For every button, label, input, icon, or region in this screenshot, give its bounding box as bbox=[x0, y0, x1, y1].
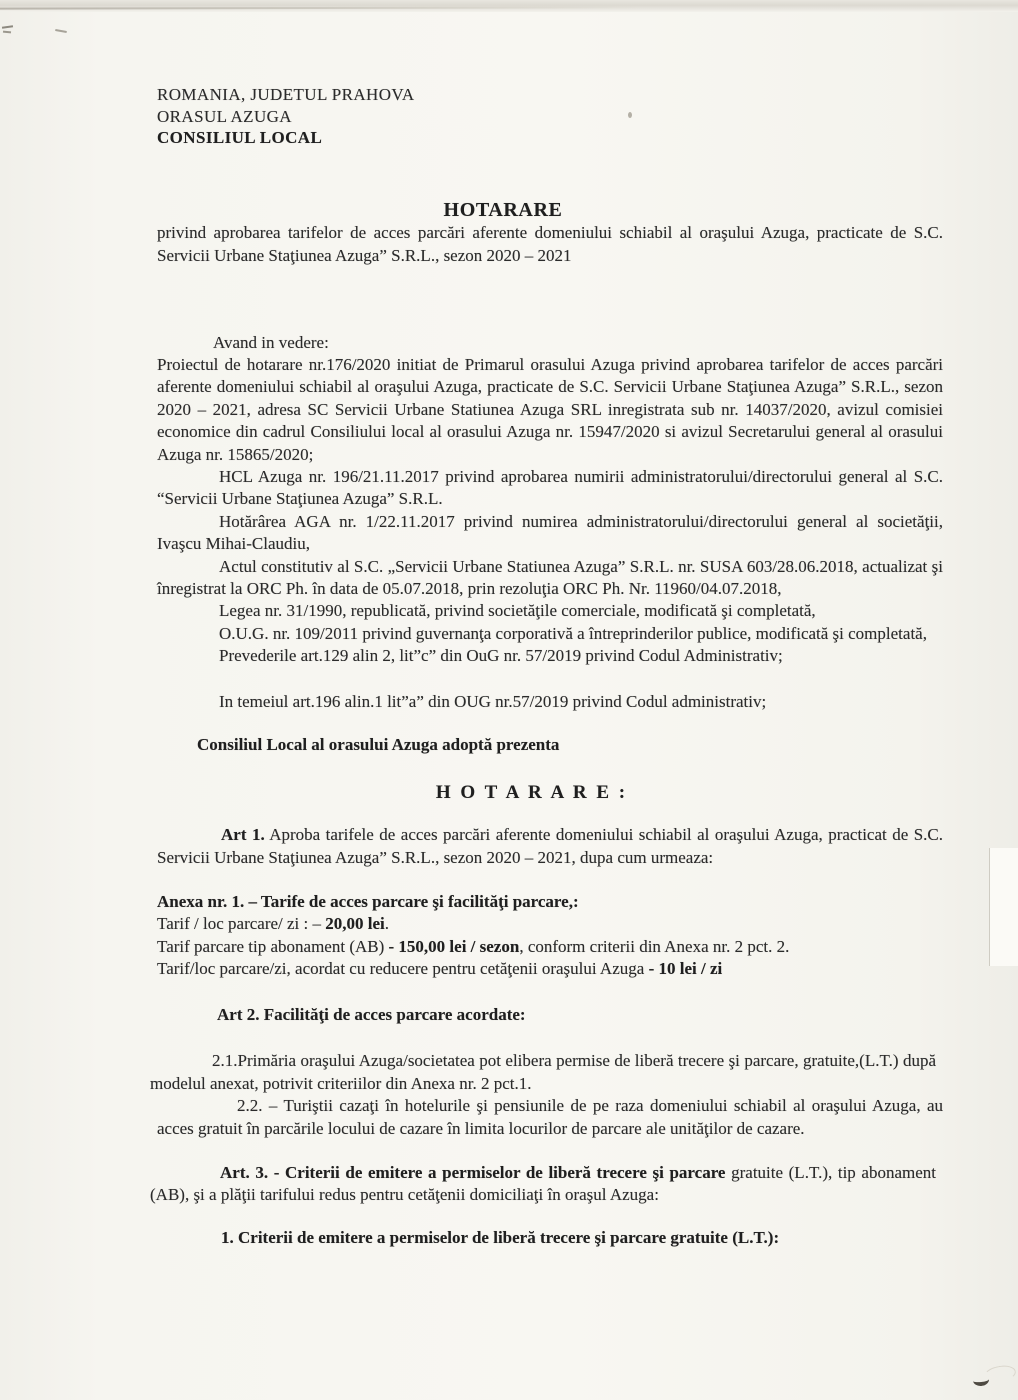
tariff-pre: Tarif parcare tip abonament (AB) bbox=[157, 936, 389, 956]
decision-heading: H O T A R A R E : bbox=[435, 782, 627, 804]
annex-1-heading: Anexa nr. 1. – Tarife de acces parcare şi facilităţi parcare,: bbox=[157, 892, 579, 912]
tariff-line-reduced bbox=[157, 958, 943, 981]
decision-subtitle: privind aprobarea tarifelor de acces parcări aferente domeniului schiabil al oraşului Azuga, practicate de S.C. Servicii Urbane Staţiunea Azuga” S.R.L., sezon 2020 – 2021 bbox=[157, 222, 943, 265]
preamble-item-aga: Hotărârea AGA nr. 1/22.11.2017 privind numirea administratorului/directorului general al societăţii, Ivaşcu Mihai-Claudiu, bbox=[157, 511, 943, 554]
preamble-item-project: Proiectul de hotarare nr.176/2020 initiat de Primarul orasului Azuga privind aprobarea tarifelor de acces parcări aferente domeniului schiabil al oraşului Azuga, practicate de S.C. Servicii Urbane Staţiunea Azuga” S.R.L., sezon 2020 – 2021, adresa SC Servicii Urbane Statiunea Azuga SRL inregistrata sub nr. 14037/2020, avizul comisiei economice din cadrul Consiliului local al orasului Azuga nr. 15947/2020 si avizul Secretarului general al orasului Azuga nr. 15865/2020; bbox=[157, 354, 943, 464]
tariff-value: - 150,00 lei / sezon bbox=[388, 936, 520, 956]
tariff-line-per-day bbox=[157, 913, 943, 936]
criteria-1-heading: 1. Criterii de emitere a permiselor de liberă trecere şi parcare gratuite (L.T.): bbox=[221, 1227, 780, 1247]
tariff-line-subscription bbox=[157, 936, 943, 959]
tariff-pre: Tarif/loc parcare/zi, acordat cu reducere pentru cetăţenii oraşului Azuga bbox=[157, 959, 649, 979]
preamble-item-hcl: HCL Azuga nr. 196/21.11.2017 privind aprobarea numirii administratorului/directorului general al S.C. “Servicii Urbane Staţiunea Azuga” S.R.L. bbox=[157, 466, 943, 509]
article-3 bbox=[150, 1162, 943, 1207]
article-2-1: 2.1.Primăria oraşului Azuga/societatea pot elibera permise de liberă trecere şi parcare, gratuite,(L.T.) după modelul anexat, potrivit criteriilor din Anexa nr. 2 pct.1. bbox=[150, 1051, 936, 1093]
decision-title: HOTARARE bbox=[443, 198, 563, 221]
preamble-intro: Avand in vedere: bbox=[213, 332, 329, 352]
tariff-pre: Tarif / loc parcare/ zi : – bbox=[157, 914, 326, 934]
tariff-post: , conform criterii din Anexa nr. 2 pct. 2. bbox=[519, 936, 790, 956]
header-country-line: ROMANIA, JUDETUL PRAHOVA bbox=[157, 85, 415, 104]
preamble-item-prevederile: Prevederile art.129 alin 2, lit”c” din OuG nr. 57/2019 privind Codul Administrativ; bbox=[219, 646, 783, 666]
document-header bbox=[157, 84, 943, 149]
legal-basis: In temeiul art.196 alin.1 lit”a” din OUG nr.57/2019 privind Codul administrativ; bbox=[219, 691, 767, 711]
article-2-2: 2.2. – Turiştii cazaţi în hotelurile şi pensiunile de pe raza domeniului schiabil al oraşului Azuga, au acces gratuit în parcările locului de cazare în limita locurilor de parcare ale unităţilor de cazare. bbox=[157, 1096, 943, 1138]
article-3-label: Art. 3. - Criterii de emitere a permiselor de liberă trecere şi parcare bbox=[220, 1163, 726, 1183]
article-1 bbox=[157, 824, 943, 869]
header-city-line: ORASUL AZUGA bbox=[157, 106, 292, 126]
preamble-item-oug-109: O.U.G. nr. 109/2011 privind guvernanţa corporativă a întreprinderilor publice, modificată şi completată, bbox=[219, 623, 927, 643]
adoption-clause: Consiliul Local al orasului Azuga adoptă prezenta bbox=[197, 735, 560, 754]
article-2-heading: Art 2. Facilităţi de acces parcare acordate: bbox=[217, 1005, 526, 1024]
preamble-item-legea-31: Legea nr. 31/1990, republicată, privind societăţile comerciale, modificată şi completată, bbox=[219, 601, 816, 621]
tariff-value: 20,00 lei bbox=[325, 914, 385, 934]
header-council-line: CONSILIUL LOCAL bbox=[157, 128, 323, 147]
tariff-post: . bbox=[384, 914, 389, 934]
article-1-text: Aproba tarifele de acces parcări aferente domeniului schiabil al oraşului Azuga, practicat de S.C. Servicii Urbane Staţiunea Azuga” S.R.L., sezon 2020 – 2021, dupa cum urmeaza: bbox=[157, 825, 944, 867]
preamble-item-act-constitutiv: Actul constitutiv al S.C. „Servicii Urbane Statiunea Azuga” S.R.L. nr. SUSA 603/28.06.2018, actualizat şi înregistrat la ORC Ph. în data de 05.07.2018, prin rezoluţia ORC Ph. Nr. 11960/04.07.2018, bbox=[157, 556, 943, 598]
article-1-label: Art 1. bbox=[221, 825, 265, 845]
tariff-value: - 10 lei / zi bbox=[648, 959, 723, 979]
article-3-text: gratuite (L.T.), tip abonament (AB), şi a plăţii tarifului redus pentru cetăţenii domiciliaţi în oraşul Azuga: bbox=[150, 1163, 936, 1205]
